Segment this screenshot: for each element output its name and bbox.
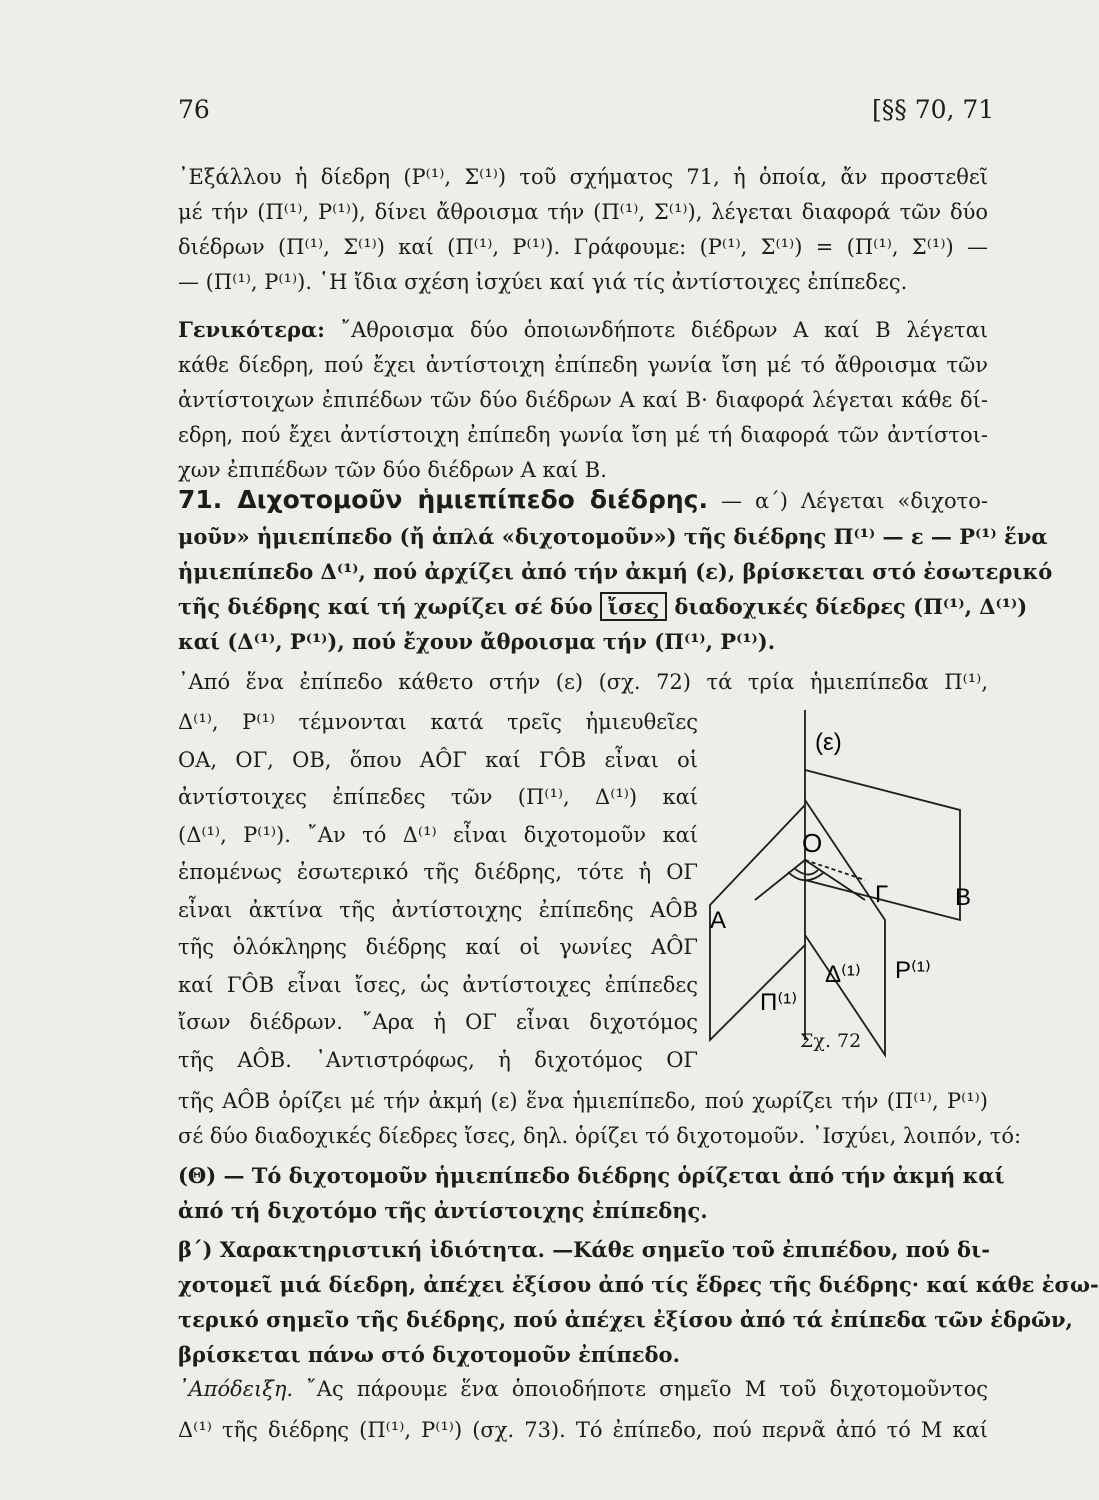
text-line: ΟΑ, ΟΓ, ΟΒ, ὅπου ΑÔΓ καί ΓÔΒ εἶναι οἱ <box>178 747 698 772</box>
page-number: 76 <box>178 95 210 124</box>
section-71 <box>178 482 1053 659</box>
text-line: καί (Δ⁽¹⁾, Ρ⁽¹⁾), πού ἔχουν ἄθροισμα τήν (Π⁽¹⁾, Ρ⁽¹⁾). <box>178 629 776 654</box>
text-line: ᾿Από ἕνα ἐπίπεδο κάθετο στήν (ε) (σχ. 72) τά τρία ἡμιεπίπεδα Π⁽¹⁾, <box>178 670 988 694</box>
section-title: 71. Διχοτομοῦν ἡμιεπίπεδο διέδρης. <box>178 485 708 514</box>
section-reference: [§§ 70, 71 <box>872 95 995 124</box>
text-line: εδρη, πού ἔχει ἀντίστοιχη ἐπίπεδη γωνία ἴση μέ τή διαφορά τῶν ἀντίστοι- <box>178 423 988 447</box>
point-b-label: B <box>955 884 972 911</box>
text-line: τῆς ΑÔΒ. ᾿Αντιστρόφως, ἡ διχοτόμος ΟΓ <box>178 1047 698 1072</box>
paragraph-general <box>178 312 988 488</box>
delta-label: Δ⁽¹⁾ <box>825 961 861 988</box>
paragraph-plane-narrow <box>178 704 698 1079</box>
characteristic-property <box>178 1232 1099 1372</box>
theorem <box>178 1158 1005 1228</box>
general-lead: Γενικότερα: <box>178 317 325 342</box>
paragraph-difference <box>178 160 988 300</box>
edge-label: (ε) <box>815 729 842 756</box>
point-a-label: A <box>710 907 727 934</box>
text-line: διαδοχικές δίεδρες (Π⁽¹⁾, Δ⁽¹⁾) <box>667 594 1028 619</box>
text-line: σέ δύο διαδοχικές δίεδρες ἴσες, δηλ. ὁρίζει τό διχοτομοῦν. ᾿Ισχύει, λοιπόν, τό: <box>178 1124 1022 1148</box>
text-line: εἶναι ἀκτίνα τῆς ἀντίστοιχης ἐπίπεδης ΑÔΒ <box>178 897 698 922</box>
text-line: Δ⁽¹⁾ τῆς διέδρης (Π⁽¹⁾, Ρ⁽¹⁾) (σχ. 73). Τό ἐπίπεδο, πού περνᾶ ἀπό τό Μ καί <box>178 1418 988 1442</box>
text-line: χοτομεῖ μιά δίεδρη, ἀπέχει ἐξίσου ἀπό τίς ἕδρες τῆς διέδρης· καί κάθε ἐσω- <box>178 1272 1099 1297</box>
text-line: τῆς διέδρης καί τή χωρίζει σέ δύο <box>178 594 600 619</box>
paragraph-plane-intro <box>178 665 988 700</box>
text-line: — α΄) Λέγεται «διχοτο- <box>707 489 988 513</box>
text-line: μέ τήν (Π⁽¹⁾, Ρ⁽¹⁾), δίνει ἄθροισμα τήν (Π⁽¹⁾, Σ⁽¹⁾), λέγεται διαφορά τῶν δύο <box>178 200 988 224</box>
point-o-label: O <box>802 828 823 858</box>
text-line: μοῦν» ἡμιεπίπεδο (ἤ ἁπλά «διχοτομοῦν») τῆς διέδρης Π⁽¹⁾ — ε — Ρ⁽¹⁾ ἕνα <box>178 524 1048 549</box>
paragraph-plane-end <box>178 1084 1022 1154</box>
text-line: β΄) Χαρακτηριστική ἰδιότητα. —Κάθε σημεῖο τοῦ ἐπιπέδου, πού δι- <box>178 1237 990 1262</box>
pi-label: Π⁽¹⁾ <box>760 989 798 1016</box>
text-line: ᾿Εξάλλου ἡ δίεδρη (Ρ⁽¹⁾, Σ⁽¹⁾) τοῦ σχήματος 71, ἡ ὁποία, ἄν προστεθεῖ <box>178 165 988 189</box>
text-line: ἀπό τή διχοτόμο τῆς ἀντίστοιχης ἐπίπεδης. <box>178 1198 708 1223</box>
rho-label: Ρ⁽¹⁾ <box>895 957 931 984</box>
text-line: διέδρων (Π⁽¹⁾, Σ⁽¹⁾) καί (Π⁽¹⁾, Ρ⁽¹⁾). Γράφουμε: (Ρ⁽¹⁾, Σ⁽¹⁾) = (Π⁽¹⁾, Σ⁽¹⁾) — <box>178 235 988 259</box>
text-line: ῎Ας πάρουμε ἕνα ὁποιοδήποτε σημεῖο Μ τοῦ διχοτομοῦντος <box>293 1377 988 1401</box>
text-line: ἑπομένως ἐσωτερικό τῆς διέδρης, τότε ἡ ΟΓ <box>178 860 698 884</box>
text-line: τερικό σημεῖο τῆς διέδρης, πού ἀπέχει ἐξίσου ἀπό τά ἐπίπεδα τῶν ἑδρῶν, <box>178 1307 1073 1332</box>
proof <box>178 1372 988 1448</box>
text-line: κάθε δίεδρη, πού ἔχει ἀντίστοιχη ἐπίπεδη γωνία ἴση μέ τό ἄθροισμα τῶν <box>178 353 988 377</box>
text-line: ῎Αθροισμα δύο ὁποιωνδήποτε διέδρων Α καί Β λέγεται <box>324 318 988 342</box>
boxed-word: ἴσες <box>600 592 667 621</box>
text-line: τῆς ὁλόκληρης διέδρης καί οἱ γωνίες ΑÔΓ <box>178 935 698 959</box>
text-line: καί ΓÔΒ εἶναι ἴσες, ὡς ἀντίστοιχες ἐπίπεδες <box>178 972 698 997</box>
text-line: βρίσκεται πάνω στό διχοτομοῦν ἐπίπεδο. <box>178 1342 680 1367</box>
text-line: χων ἐπιπέδων τῶν δύο διέδρων Α καί Β. <box>178 458 607 482</box>
text-line: τῆς ΑÔΒ ὁρίζει μέ τήν ἀκμή (ε) ἕνα ἡμιεπίπεδο, πού χωρίζει τήν (Π⁽¹⁾, Ρ⁽¹⁾) <box>178 1089 988 1113</box>
text-line: ἀντίστοιχες ἐπίπεδες τῶν (Π⁽¹⁾, Δ⁽¹⁾) καί <box>178 785 698 809</box>
text-line: Δ⁽¹⁾, Ρ⁽¹⁾ τέμνονται κατά τρεῖς ἡμιευθεῖες <box>178 710 698 734</box>
text-line: — (Π⁽¹⁾, Ρ⁽¹⁾). ῾Η ἴδια σχέση ἰσχύει καί γιά τίς ἀντίστοιχες ἐπίπεδες. <box>178 270 908 294</box>
text-line: ἀντίστοιχων ἐπιπέδων τῶν δύο διέδρων Α καί Β· διαφορά λέγεται κάθε δί- <box>178 388 988 412</box>
text-line: (Δ⁽¹⁾, Ρ⁽¹⁾). ῎Αν τό Δ⁽¹⁾ εἶναι διχοτομοῦν καί <box>178 822 698 847</box>
figure-72-dihedral <box>690 710 990 1070</box>
ray-og <box>805 860 865 900</box>
text-line: ἡμιεπίπεδο Δ⁽¹⁾, πού ἀρχίζει ἀπό τήν ἀκμή (ε), βρίσκεται στό ἐσωτερικό <box>178 559 1053 584</box>
ray-oa <box>755 860 805 900</box>
figure-caption: Σχ. 72 <box>800 1030 862 1052</box>
text-line: ἴσων διέδρων. ῎Αρα ἡ ΟΓ εἶναι διχοτόμος <box>178 1010 698 1034</box>
angle-arc-inner <box>794 868 818 875</box>
text-line: (Θ) — Τό διχοτομοῦν ἡμιεπίπεδο διέδρης ὁρίζεται ἀπό τήν ἀκμή καί <box>178 1163 1005 1188</box>
point-g-label: Γ <box>875 881 889 908</box>
proof-lead: ᾿Απόδειξη. <box>178 1377 294 1401</box>
